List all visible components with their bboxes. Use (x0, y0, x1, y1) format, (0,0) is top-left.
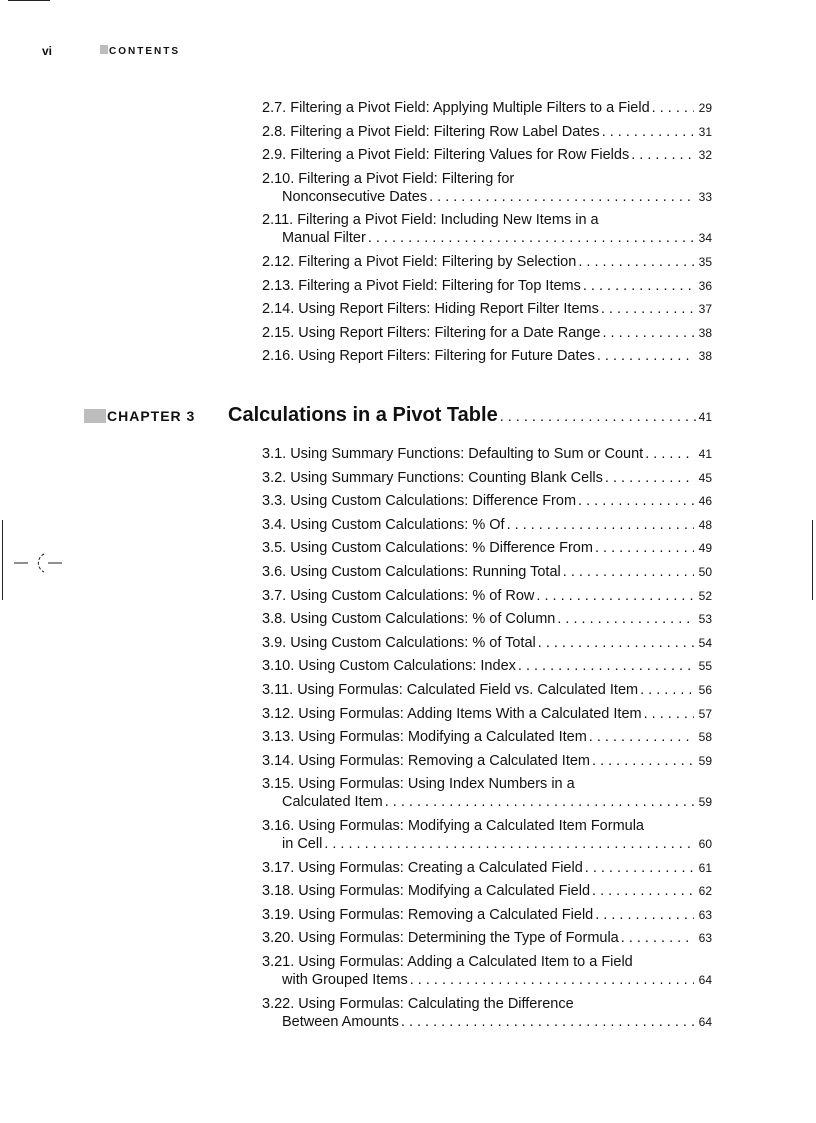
toc-entry-title-cont: in Cell (282, 836, 323, 852)
toc-entry (262, 253, 712, 271)
toc-entry-title: 3.10. Using Custom Calculations: Index (262, 658, 516, 675)
toc-entry (262, 906, 712, 924)
toc-entry (262, 728, 712, 746)
dot-leader (602, 123, 694, 141)
toc-entry-title: 2.12. Filtering a Pivot Field: Filtering by Selection (262, 254, 577, 270)
toc-entry-page: 34 (698, 231, 712, 246)
dot-leader (645, 445, 694, 463)
toc-entry-title: 2.11. Filtering a Pivot Field: Including New Items in a (262, 212, 599, 229)
toc-entry-page: 63 (698, 931, 712, 946)
toc-entry-title: 3.15. Using Formulas: Using Index Numbers in a (262, 776, 575, 793)
toc-entry-title: 3.6. Using Custom Calculations: Running Total (262, 564, 561, 580)
toc-entry (262, 516, 712, 534)
toc-entry (262, 634, 712, 652)
toc-entry-page: 58 (698, 730, 712, 745)
crop-mark-left-vertical (2, 520, 3, 600)
chapter-page: 41 (698, 410, 712, 424)
dot-leader (324, 835, 694, 853)
toc-entry (262, 492, 712, 510)
toc-entry-title: 3.13. Using Formulas: Modifying a Calculated Item (262, 729, 587, 746)
toc-entry (262, 681, 712, 699)
toc-entry-title: 3.8. Using Custom Calculations: % of Column (262, 611, 556, 628)
dot-leader (592, 752, 694, 770)
toc-entry (262, 146, 712, 164)
toc-entry (262, 859, 712, 877)
toc-entry-title: 3.17. Using Formulas: Creating a Calculated Field (262, 859, 583, 876)
toc-entry-page: 31 (698, 124, 712, 139)
toc-entry (262, 539, 712, 557)
toc-entry-title: 3.14. Using Formulas: Removing a Calculated Item (262, 752, 591, 769)
toc-entry-page: 33 (698, 189, 712, 204)
toc-entry-title: 2.10. Filtering a Pivot Field: Filtering for (262, 170, 515, 187)
toc-entry-title: 3.21. Using Formulas: Adding a Calculated Item to a Field (262, 954, 633, 970)
registration-mark-icon (14, 548, 62, 578)
toc-entry (262, 563, 712, 581)
dot-leader (518, 657, 694, 675)
toc-entry-title: 3.3. Using Custom Calculations: Difference From (262, 493, 577, 510)
toc-entry-page: 59 (698, 753, 712, 768)
toc-entry-title: 2.16. Using Report Filters: Filtering for Future Dates (262, 348, 595, 365)
toc-entry (262, 324, 712, 342)
toc-entry (262, 277, 712, 295)
toc-entry-title: 2.8. Filtering a Pivot Field: Filtering Row Label Dates (262, 123, 600, 140)
toc-entry-title: 3.20. Using Formulas: Determining the Type of Formula (262, 930, 619, 947)
toc-entry-title: 3.19. Using Formulas: Removing a Calculated Field (262, 906, 594, 923)
toc-entry-title-cont: Between Amounts (282, 1013, 399, 1030)
toc-entry-title: 2.14. Using Report Filters: Hiding Report Filter Items (262, 301, 599, 318)
dot-leader (507, 516, 694, 534)
toc-entry-title: 3.9. Using Custom Calculations: % of Total (262, 634, 536, 651)
dot-leader (557, 610, 694, 628)
running-head-text: CONTENTS (109, 46, 180, 57)
toc-entry-title: 3.4. Using Custom Calculations: % Of (262, 516, 505, 533)
toc-entry-page: 36 (698, 278, 712, 293)
dot-leader (605, 469, 694, 487)
toc-entry-page: 63 (698, 907, 712, 922)
dot-leader (500, 409, 697, 425)
dot-leader (597, 347, 694, 365)
toc-entry-title: 2.15. Using Report Filters: Filtering for a Date Range (262, 324, 601, 341)
toc-entry-page: 29 (698, 101, 712, 115)
dot-leader (592, 882, 694, 900)
toc-entry-page: 55 (698, 659, 712, 674)
toc-entry-title: 3.18. Using Formulas: Modifying a Calculated Field (262, 883, 591, 900)
toc-entry (262, 610, 712, 628)
toc-entry-page: 53 (698, 612, 712, 627)
dot-leader (601, 300, 694, 318)
toc-entry-page: 64 (698, 973, 712, 987)
toc-entry-title: 3.1. Using Summary Functions: Defaulting to Sum or Count (262, 446, 644, 462)
toc-entry-page: 56 (698, 683, 712, 697)
toc-entry-title: 3.16. Using Formulas: Modifying a Calculated Item Formula (262, 818, 644, 834)
toc-entry (262, 211, 712, 247)
toc-entry-title: 3.12. Using Formulas: Adding Items With a Calculated Item (262, 705, 642, 722)
chapter-heading (84, 404, 712, 430)
dot-leader (602, 324, 694, 342)
dot-leader (652, 99, 694, 117)
shade-block (100, 45, 108, 54)
toc-entry-title: 2.7. Filtering a Pivot Field: Applying Multiple Filters to a Field (262, 100, 650, 116)
dot-leader (583, 277, 694, 295)
toc-entry-page: 62 (698, 884, 712, 899)
toc-entry-title: 2.9. Filtering a Pivot Field: Filtering Values for Row Fields (262, 147, 630, 164)
toc-entry-title-cont: Calculated Item (282, 794, 383, 811)
dot-leader (401, 1013, 694, 1031)
chapter-label (84, 408, 195, 424)
toc-entry (262, 347, 712, 365)
toc-entry (262, 995, 712, 1031)
toc-entry-page: 60 (698, 837, 712, 851)
toc-entry (262, 775, 712, 811)
toc-entry-page: 54 (698, 635, 712, 650)
dot-leader (621, 929, 694, 947)
dot-leader (536, 587, 694, 605)
dot-leader (429, 188, 694, 206)
toc-entry (262, 445, 712, 463)
dot-leader (578, 253, 694, 271)
toc-entry (262, 929, 712, 947)
toc-entry (262, 882, 712, 900)
toc-entry-page: 48 (698, 517, 712, 532)
dot-leader (585, 859, 694, 877)
toc-entry-page: 41 (698, 447, 712, 461)
running-head (100, 45, 180, 57)
dot-leader (595, 906, 694, 924)
toc-entry-page: 61 (698, 860, 712, 875)
toc-entry-title: 2.13. Filtering a Pivot Field: Filtering for Top Items (262, 277, 581, 294)
toc-entry-title: 3.2. Using Summary Functions: Counting Blank Cells (262, 469, 603, 486)
dot-leader (538, 634, 694, 652)
toc-entry (262, 953, 712, 989)
toc-entry-page: 35 (698, 255, 712, 269)
page-number: vi (42, 44, 53, 58)
toc-entry-page: 64 (698, 1014, 712, 1029)
toc-entry-title: 3.22. Using Formulas: Calculating the Difference (262, 995, 574, 1012)
crop-mark-right-vertical (812, 520, 813, 600)
toc-entry (262, 170, 712, 206)
toc-entry-title-cont: with Grouped Items (282, 972, 408, 988)
dot-leader (640, 681, 694, 699)
toc-entry-page: 50 (698, 565, 712, 579)
toc-entry (262, 817, 712, 853)
dot-leader (385, 793, 694, 811)
toc-entry-page: 32 (698, 148, 712, 163)
dot-leader (410, 971, 694, 989)
chapter-label-text: CHAPTER 3 (107, 408, 196, 424)
chapter-title-row (228, 404, 712, 427)
dot-leader (578, 492, 694, 510)
toc-entry-title-cont: Manual Filter (282, 230, 366, 247)
toc-entry-page: 46 (698, 494, 712, 509)
toc-entry-page: 59 (698, 795, 712, 810)
toc-entry-page: 49 (698, 541, 712, 556)
dot-leader (563, 563, 694, 581)
chapter-title: Calculations in a Pivot Table (228, 404, 498, 426)
dot-leader (631, 146, 694, 164)
dot-leader (595, 539, 694, 557)
toc-entry-page: 38 (698, 349, 712, 364)
toc-entry-title: 3.5. Using Custom Calculations: % Difference From (262, 540, 593, 557)
page-header (0, 44, 816, 60)
toc-entry-page: 45 (698, 470, 712, 485)
toc-entry-page: 57 (698, 706, 712, 721)
toc-entry (262, 123, 712, 141)
toc-entry-title-cont: Nonconsecutive Dates (282, 188, 428, 205)
toc-entry (262, 705, 712, 723)
dot-leader (589, 728, 694, 746)
toc-entry (262, 469, 712, 487)
dot-leader (644, 705, 694, 723)
toc-entry (262, 752, 712, 770)
toc-entry-page: 52 (698, 588, 712, 603)
toc-entry-page: 38 (698, 325, 712, 340)
toc-entry (262, 657, 712, 675)
toc-entry-title: 3.11. Using Formulas: Calculated Field vs. Calculated Item (262, 682, 639, 698)
toc-entry (262, 99, 712, 117)
toc-entry-page: 37 (698, 302, 712, 317)
toc-entry (262, 587, 712, 605)
crop-mark-top (8, 0, 50, 1)
toc-entry-title: 3.7. Using Custom Calculations: % of Row (262, 587, 535, 604)
shade-block (84, 409, 106, 423)
toc-entry (262, 300, 712, 318)
dot-leader (368, 229, 694, 247)
